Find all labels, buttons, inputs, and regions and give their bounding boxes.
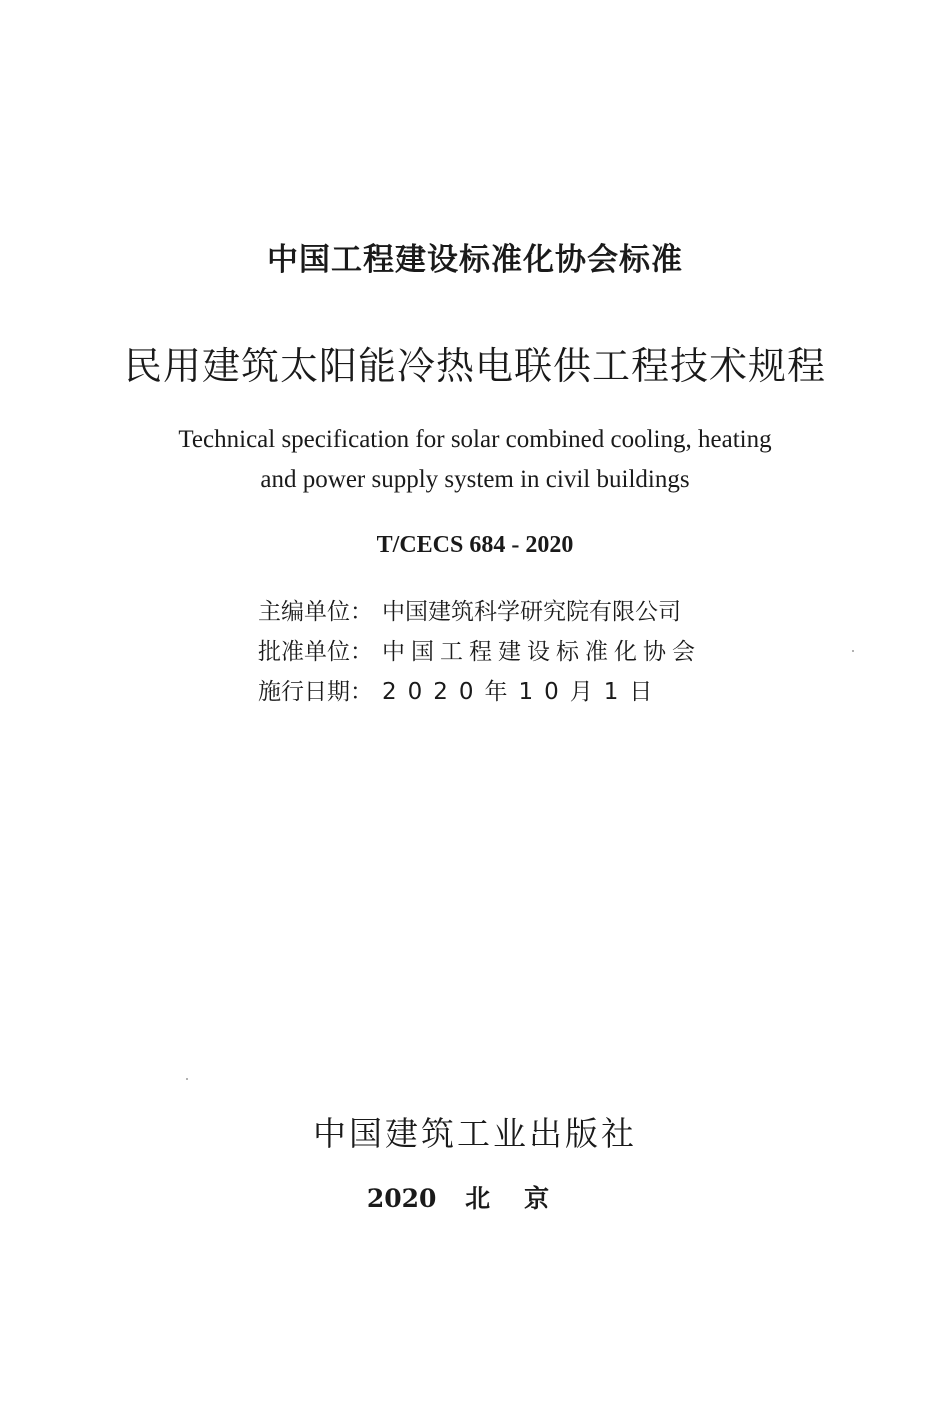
- approver-label: 批准单位：: [258, 639, 373, 665]
- standard-code: T/CECS 684 - 2020: [376, 532, 574, 558]
- approver-row: [258, 632, 701, 672]
- effective-date-label: 施行日期：: [258, 679, 373, 705]
- effective-date-row: [258, 672, 701, 712]
- effective-date-value: 2020年10月1日: [382, 679, 664, 705]
- publisher-name: 中国建筑工业出版社: [313, 1114, 637, 1153]
- approver-value: 中国工程建设标准化协会: [382, 639, 701, 665]
- editor-value: 中国建筑科学研究院有限公司: [382, 599, 681, 625]
- english-title-line-1: Technical specification for solar combined cooling, heating: [178, 426, 772, 453]
- scan-speck: [186, 1078, 188, 1080]
- english-title-line-2: and power supply system in civil buildings: [260, 466, 690, 493]
- publication-city: 北京: [465, 1184, 584, 1213]
- publication-place: [0, 1180, 950, 1218]
- info-block: [258, 592, 701, 712]
- english-title: [0, 420, 950, 500]
- chinese-title: 民用建筑太阳能冷热电联供工程技术规程: [123, 344, 826, 388]
- publication-year: 2020: [366, 1184, 437, 1213]
- scan-speck: [852, 650, 854, 652]
- editor-label: 主编单位：: [258, 599, 373, 625]
- association-standard-heading: 中国工程建设标准化协会标准: [267, 242, 683, 278]
- editor-row: [258, 592, 701, 632]
